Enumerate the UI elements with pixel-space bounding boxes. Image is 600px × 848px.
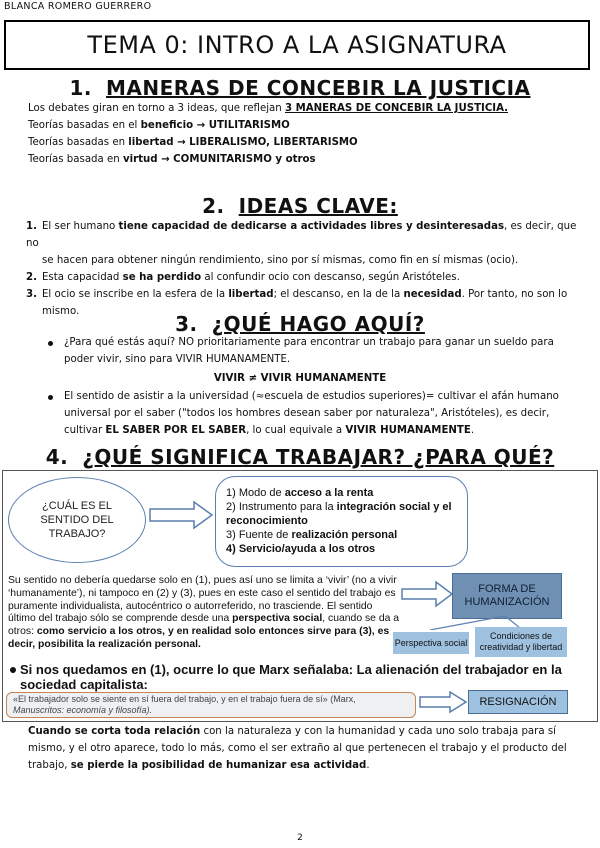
list-item-cont: se hacen para obtener ningún rendimiento, sino por sí mismas, como fin en sí mismas (ocio). (42, 255, 519, 266)
section-1-body (28, 100, 588, 168)
list-item-cont: mismo. (42, 306, 80, 317)
theory-line: Teorías basada en virtud → COMUNITARISMO y otros (28, 154, 316, 165)
section-3-bullet-2: El sentido de asistir a la universidad (≈escuela de estudios superiores)= cultivar el afán humano universal por el saber ("todos los hombres desean saber por naturaleza", Aristóteles), es decir, cultivar EL SABER POR EL SABER, lo cual equivale a VIVIR HUMANAMENTE. (64, 391, 559, 436)
section-3-bullet-1: ¿Para qué estás aquí? NO prioritariamente para encontrar un trabajo para ganar un sueldo para poder vivir, sino para VIVIR HUMANAMENTE. (64, 337, 554, 365)
list-item: 1) Modo de acceso a la renta (226, 487, 374, 499)
section-number: 2. (202, 194, 225, 218)
work-explanation: Su sentido no debería quedarse solo en (1), pues así uno se limita a ‘vivir’ (no a vivir ‘humanamente’), ni tampoco en (2) y (3), pues en este caso el sentido del trabajo es puramente individualista, autocéntrico o autorreferido, no trasciende. El sentido último del trabajo sólo se comprende desde una perspectiva social, cuando se da a otros: como servicio a los otros, y en realidad solo entonces sirve para (3), es decir, posibilita la realización personal. (8, 575, 400, 650)
page-number: 2 (297, 833, 303, 843)
center-statement: VIVIR ≠ VIVIR HUMANAMENTE (213, 373, 387, 384)
list-item: 1. El ser humano tiene capacidad de dedicarse a actividades libres y desinteresadas, es decir, que no (26, 221, 577, 249)
marx-quote: «El trabajador solo se siente en sí fuera del trabajo, y en el trabajo fuera de sí» (Marx, Manuscritos: economía y filosofía). (6, 692, 416, 718)
arrow-right-icon (418, 690, 468, 714)
forma-humanizacion-box: FORMA DE HUMANIZACIÓN (452, 573, 562, 619)
section-number: 1. (69, 76, 92, 100)
question-ellipse: ¿CUÁL ES EL SENTIDO DEL TRABAJO? (8, 477, 146, 563)
list-item: 2) Instrumento para la integración social y el reconocimiento (226, 501, 452, 527)
list-item: 2. Esta capacidad se ha perdido al confundir ocio con descanso, según Aristóteles. (26, 272, 460, 283)
theory-line: Teorías basadas en libertad → LIBERALISMO, LIBERTARISMO (28, 137, 358, 148)
condiciones-box: Condiciones de creatividad y libertad (475, 627, 567, 657)
section-title: IDEAS CLAVE: (238, 194, 398, 218)
page-title (4, 20, 590, 70)
section-title: ¿QUÉ SIGNIFICA TRABAJAR? ¿PARA QUÉ? (82, 445, 555, 469)
intro-line: Los debates giran en torno a 3 ideas, que reflejan 3 MANERAS DE CONCEBIR LA JUSTICIA. (28, 103, 509, 114)
title-text: TEMA 0: INTRO A LA ASIGNATURA (87, 31, 507, 59)
section-number: 4. (45, 445, 69, 469)
section-title: ¿QUÉ HAGO AQUÍ? (211, 312, 425, 336)
list-item: 3. El ocio se inscribe en la esfera de la libertad; el descanso, en la de la necesidad. Por tanto, no son lo (26, 289, 568, 300)
section-title: MANERAS DE CONCEBIR LA JUSTICIA (106, 76, 531, 100)
section-1-heading (0, 76, 600, 100)
section-4-heading (0, 445, 600, 469)
section-2-heading (0, 194, 600, 218)
bullet-icon (48, 395, 53, 400)
section-2-body (26, 218, 588, 320)
perspectiva-social-box: Perspectiva social (393, 632, 469, 654)
meaning-list (215, 476, 468, 567)
section-3-heading (0, 312, 600, 336)
resignacion-box: RESIGNACIÓN (468, 690, 568, 714)
author-name: BLANCA ROMERO GUERRERO (4, 1, 152, 12)
arrow-right-icon (148, 500, 214, 530)
arrow-right-icon (400, 580, 454, 608)
bullet-icon (10, 667, 16, 673)
section-number: 3. (175, 312, 198, 336)
list-item: 3) Fuente de realización personal (226, 529, 398, 541)
theory-line: Teorías basadas en el beneficio → UTILITARISMO (28, 120, 290, 131)
final-paragraph: Cuando se corta toda relación con la naturaleza y con la humanidad y cada uno solo trabaja para sí mismo, y el otro aparece, todo lo más, como el ser extraño al que pertenecen el trabajo y el producto del trabajo, se pierde la posibilidad de humanizar esa actividad. (28, 726, 567, 771)
bullet-icon (48, 341, 53, 346)
marx-statement: Si nos quedamos en (1), ocurre lo que Marx señalaba: La alienación del trabajador en la sociedad capitalista: (20, 662, 562, 692)
list-item: 4) Servicio/ayuda a los otros (226, 543, 376, 555)
